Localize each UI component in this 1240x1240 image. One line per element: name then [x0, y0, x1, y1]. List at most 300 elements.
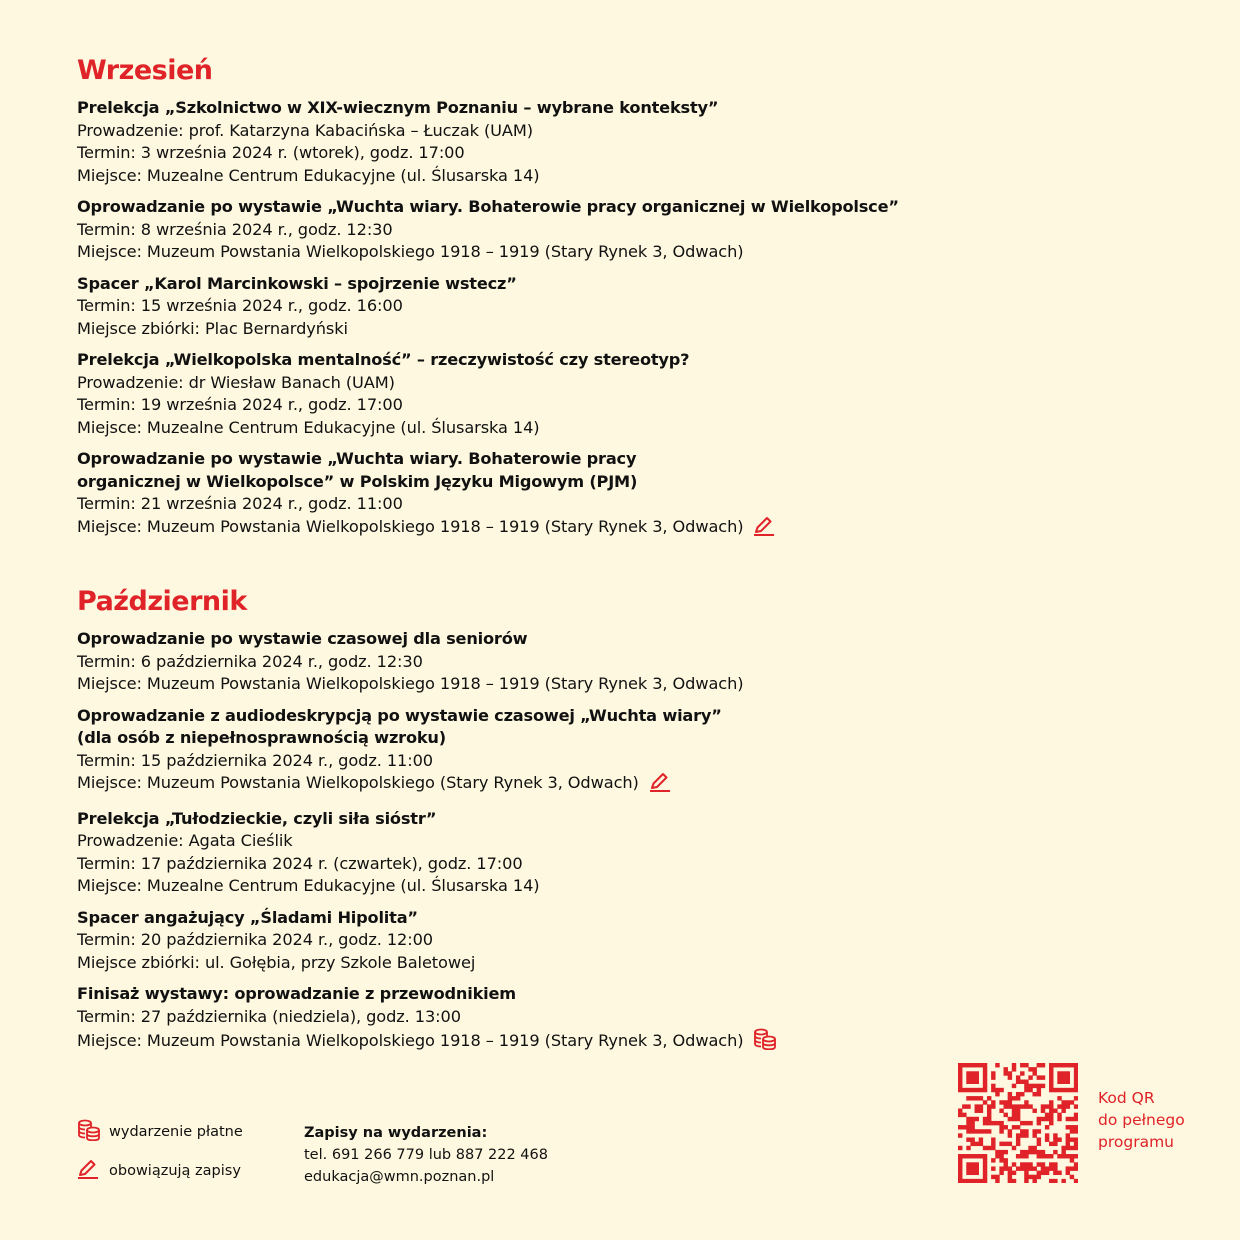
qr-module: [1049, 1109, 1053, 1113]
coins-icon: [77, 1119, 103, 1145]
qr-caption: [1098, 1087, 1185, 1153]
qr-module: [958, 1063, 962, 1067]
qr-module: [987, 1109, 991, 1113]
qr-caption-line: programu: [1098, 1133, 1174, 1151]
qr-module: [958, 1179, 962, 1183]
qr-module: [1012, 1162, 1016, 1166]
qr-module: [979, 1096, 983, 1100]
event-place: Miejsce zbiórki: ul. Gołębia, przy Szkole Baletowej: [77, 952, 476, 972]
qr-module: [1024, 1121, 1028, 1125]
qr-module: [1032, 1133, 1036, 1137]
qr-module: [966, 1071, 970, 1075]
qr-module: [1004, 1158, 1008, 1162]
legend: [77, 1120, 243, 1198]
qr-module: [1024, 1171, 1028, 1175]
qr-module: [1004, 1162, 1008, 1166]
qr-module: [1066, 1117, 1070, 1121]
event-date: Termin: 21 września 2024 r., godz. 11:00: [77, 494, 403, 513]
qr-module: [1008, 1179, 1012, 1183]
qr-module: [999, 1109, 1003, 1113]
qr-module: [1012, 1113, 1016, 1117]
qr-module: [970, 1096, 974, 1100]
event-date: Termin: 6 października 2024 r., godz. 12:30: [77, 651, 423, 671]
qr-module: [995, 1154, 999, 1158]
qr-module: [1045, 1154, 1049, 1158]
qr-module: [1016, 1133, 1020, 1137]
qr-module: [983, 1129, 987, 1133]
qr-module: [1057, 1075, 1061, 1079]
qr-module: [1032, 1071, 1036, 1075]
event-place-row: [77, 516, 1077, 543]
qr-module: [975, 1171, 979, 1175]
qr-module: [1012, 1067, 1016, 1071]
qr-module: [991, 1088, 995, 1092]
qr-module: [999, 1088, 1003, 1092]
qr-module: [1016, 1125, 1020, 1129]
qr-module: [999, 1100, 1003, 1104]
qr-module: [966, 1080, 970, 1084]
event-item: [77, 705, 1077, 799]
qr-module: [1004, 1067, 1008, 1071]
event-place: Miejsce: Muzeum Powstania Wielkopolskiego 1918 – 1919 (Stary Rynek 3, Odwach): [77, 242, 744, 261]
qr-module: [1066, 1146, 1070, 1150]
qr-module: [1049, 1100, 1053, 1104]
qr-module: [1004, 1100, 1008, 1104]
qr-module: [1008, 1092, 1012, 1096]
qr-module: [1028, 1067, 1032, 1071]
qr-module: [975, 1104, 979, 1108]
qr-module: [991, 1121, 995, 1125]
qr-module: [1066, 1088, 1070, 1092]
qr-module: [1020, 1150, 1024, 1154]
qr-module: [1028, 1166, 1032, 1170]
qr-module: [970, 1063, 974, 1067]
qr-module: [1074, 1113, 1078, 1117]
qr-module: [1012, 1179, 1016, 1183]
qr-module: [1020, 1092, 1024, 1096]
qr-module: [1049, 1154, 1053, 1158]
qr-module: [1057, 1063, 1061, 1067]
event-item: [77, 983, 1077, 1057]
qr-module: [975, 1162, 979, 1166]
event-item: [77, 273, 1077, 341]
qr-module: [1066, 1125, 1070, 1129]
qr-module: [1070, 1154, 1074, 1158]
qr-module: [1016, 1109, 1020, 1113]
event-date: Termin: 20 października 2024 r., godz. 12:00: [77, 930, 433, 949]
qr-module: [995, 1121, 999, 1125]
qr-module: [966, 1063, 970, 1067]
qr-module: [991, 1084, 995, 1088]
qr-module: [979, 1104, 983, 1108]
qr-module: [1061, 1088, 1065, 1092]
qr-module: [1004, 1104, 1008, 1108]
qr-module: [1061, 1075, 1065, 1079]
qr-module: [1020, 1063, 1024, 1067]
qr-module: [1037, 1142, 1041, 1146]
qr-module: [1016, 1104, 1020, 1108]
qr-module: [983, 1075, 987, 1079]
event-place: Miejsce: Muzeum Powstania Wielkopolskiego 1918 – 1919 (Stary Rynek 3, Odwach): [77, 674, 744, 693]
event-host: Prowadzenie: Agata Cieślik: [77, 831, 293, 850]
qr-module: [999, 1154, 1003, 1158]
event-item: [77, 448, 1077, 542]
qr-module: [1041, 1117, 1045, 1121]
qr-module: [991, 1137, 995, 1141]
qr-module: [1012, 1117, 1016, 1121]
event-title: Prelekcja „Szkolnictwo w XIX-wiecznym Poznaniu – wybrane konteksty”: [77, 98, 719, 117]
qr-module: [1020, 1104, 1024, 1108]
qr-module: [983, 1100, 987, 1104]
qr-module: [1041, 1109, 1045, 1113]
qr-module: [975, 1179, 979, 1183]
qr-module: [966, 1137, 970, 1141]
qr-module: [1074, 1154, 1078, 1158]
qr-module: [1070, 1117, 1074, 1121]
qr-module: [1070, 1166, 1074, 1170]
qr-module: [1070, 1088, 1074, 1092]
qr-module: [970, 1071, 974, 1075]
qr-module: [1053, 1171, 1057, 1175]
qr-module: [1041, 1084, 1045, 1088]
qr-module: [1070, 1146, 1074, 1150]
qr-module: [966, 1121, 970, 1125]
qr-module: [1041, 1063, 1045, 1067]
qr-module: [1057, 1171, 1061, 1175]
qr-module: [1028, 1084, 1032, 1088]
qr-module: [1045, 1104, 1049, 1108]
qr-module: [1037, 1162, 1041, 1166]
qr-module: [1004, 1125, 1008, 1129]
qr-module: [1012, 1084, 1016, 1088]
qr-module: [1024, 1175, 1028, 1179]
qr-module: [1053, 1137, 1057, 1141]
qr-module: [999, 1150, 1003, 1154]
qr-module: [999, 1129, 1003, 1133]
qr-module: [1053, 1166, 1057, 1170]
qr-module: [1066, 1137, 1070, 1141]
qr-module: [1074, 1179, 1078, 1183]
qr-module: [1037, 1154, 1041, 1158]
qr-module: [970, 1121, 974, 1125]
qr-module: [1028, 1088, 1032, 1092]
qr-module: [999, 1166, 1003, 1170]
qr-module: [1016, 1142, 1020, 1146]
qr-module: [979, 1142, 983, 1146]
event-date: Termin: 15 października 2024 r., godz. 11:00: [77, 750, 433, 770]
qr-module: [966, 1154, 970, 1158]
qr-module: [1032, 1092, 1036, 1096]
qr-module: [1024, 1129, 1028, 1133]
qr-module: [1032, 1146, 1036, 1150]
qr-module: [1032, 1084, 1036, 1088]
qr-module: [975, 1166, 979, 1170]
signup-info: [304, 1122, 548, 1188]
signup-title: Zapisy na wydarzenia:: [304, 1125, 488, 1141]
qr-module: [1053, 1179, 1057, 1183]
qr-module: [975, 1071, 979, 1075]
qr-module: [1045, 1166, 1049, 1170]
qr-module: [1061, 1150, 1065, 1154]
qr-module: [1041, 1162, 1045, 1166]
qr-module: [983, 1158, 987, 1162]
qr-caption-line: do pełnego: [1098, 1111, 1185, 1129]
qr-module: [958, 1075, 962, 1079]
qr-module: [1057, 1154, 1061, 1158]
signup-email[interactable]: edukacja@wmn.poznan.pl: [304, 1169, 495, 1185]
qr-module: [983, 1084, 987, 1088]
event-date: Termin: 17 października 2024 r. (czwartek), godz. 17:00: [77, 853, 523, 873]
qr-module: [1024, 1084, 1028, 1088]
qr-module: [966, 1075, 970, 1079]
event-date: Termin: 3 września 2024 r. (wtorek), godz. 17:00: [77, 143, 465, 162]
event-place: Miejsce: Muzeum Powstania Wielkopolskiego (Stary Rynek 3, Odwach): [77, 773, 639, 792]
qr-module: [987, 1146, 991, 1150]
qr-module: [958, 1146, 962, 1150]
qr-module: [1020, 1166, 1024, 1170]
event-title: Prelekcja „Wielkopolska mentalność” – rzeczywistość czy stereotyp?: [77, 350, 690, 369]
qr-module: [1037, 1117, 1041, 1121]
event-title-line: organicznej w Wielkopolsce” w Polskim Języku Migowym (PJM): [77, 471, 638, 491]
qr-module: [1020, 1129, 1024, 1133]
qr-module: [1024, 1166, 1028, 1170]
qr-module: [1057, 1088, 1061, 1092]
qr-module: [1008, 1142, 1012, 1146]
october-section: [77, 586, 1077, 1066]
qr-module: [1041, 1166, 1045, 1170]
qr-module: [966, 1146, 970, 1150]
qr-module: [970, 1080, 974, 1084]
qr-module: [983, 1166, 987, 1170]
qr-module: [1070, 1158, 1074, 1162]
qr-module: [1074, 1146, 1078, 1150]
qr-module: [1066, 1142, 1070, 1146]
qr-module: [983, 1121, 987, 1125]
qr-module: [1008, 1117, 1012, 1121]
qr-module: [975, 1142, 979, 1146]
qr-module: [1037, 1075, 1041, 1079]
qr-module: [1074, 1063, 1078, 1067]
qr-module: [1008, 1096, 1012, 1100]
event-date: Termin: 15 września 2024 r., godz. 16:00: [77, 296, 403, 315]
qr-module: [970, 1171, 974, 1175]
qr-module: [966, 1166, 970, 1170]
qr-module: [1024, 1104, 1028, 1108]
qr-module: [1066, 1154, 1070, 1158]
event-place: Miejsce: Muzealne Centrum Edukacyjne (ul. Ślusarska 14): [77, 876, 540, 895]
qr-module: [1032, 1067, 1036, 1071]
event-place-row: [77, 1028, 1077, 1057]
qr-module: [966, 1179, 970, 1183]
qr-module: [1066, 1100, 1070, 1104]
qr-module: [1016, 1113, 1020, 1117]
qr-module: [1041, 1150, 1045, 1154]
qr-module: [983, 1154, 987, 1158]
qr-module: [1024, 1133, 1028, 1137]
qr-module: [999, 1142, 1003, 1146]
qr-module: [1041, 1171, 1045, 1175]
qr-module: [1061, 1080, 1065, 1084]
qr-module: [958, 1113, 962, 1117]
qr-module: [1066, 1171, 1070, 1175]
event-host: Prowadzenie: prof. Katarzyna Kabacińska – Łuczak (UAM): [77, 120, 533, 140]
qr-module: [1012, 1063, 1016, 1067]
qr-module: [995, 1150, 999, 1154]
qr-module: [1074, 1137, 1078, 1141]
qr-module: [970, 1075, 974, 1079]
qr-module: [970, 1125, 974, 1129]
qr-module: [1028, 1104, 1032, 1108]
qr-module: [1049, 1080, 1053, 1084]
qr-module: [979, 1129, 983, 1133]
qr-module: [1008, 1166, 1012, 1170]
qr-module: [958, 1133, 962, 1137]
qr-module: [1061, 1146, 1065, 1150]
qr-module: [983, 1080, 987, 1084]
qr-module: [1008, 1100, 1012, 1104]
qr-module: [991, 1071, 995, 1075]
event-title: Oprowadzanie po wystawie „Wuchta wiary. Bohaterowie pracy organicznej w Wielkopolsce”: [77, 197, 899, 216]
qr-module: [1066, 1166, 1070, 1170]
qr-module: [1004, 1166, 1008, 1170]
qr-module: [962, 1125, 966, 1129]
qr-module: [1016, 1080, 1020, 1084]
event-title: Spacer angażujący „Śladami Hipolita”: [77, 907, 418, 927]
qr-module: [1016, 1092, 1020, 1096]
qr-module: [966, 1125, 970, 1129]
qr-module: [1061, 1154, 1065, 1158]
qr-module: [1028, 1162, 1032, 1166]
qr-caption-line: Kod QR: [1098, 1089, 1155, 1107]
qr-module: [970, 1142, 974, 1146]
qr-module: [958, 1080, 962, 1084]
qr-module: [991, 1158, 995, 1162]
qr-module: [1049, 1113, 1053, 1117]
qr-module: [1049, 1084, 1053, 1088]
qr-module: [1016, 1166, 1020, 1170]
qr-module: [962, 1113, 966, 1117]
legend-registration-label: obowiązują zapisy: [109, 1163, 241, 1179]
qr-module: [1016, 1154, 1020, 1158]
qr-module: [1074, 1117, 1078, 1121]
signup-phone: tel. 691 266 779 lub 887 222 468: [304, 1147, 548, 1163]
qr-module: [1049, 1121, 1053, 1125]
event-place: Miejsce: Muzealne Centrum Edukacyjne (ul. Ślusarska 14): [77, 165, 540, 185]
qr-module: [970, 1117, 974, 1121]
qr-module: [995, 1179, 999, 1183]
qr-module: [975, 1088, 979, 1092]
qr-module: [966, 1104, 970, 1108]
qr-module: [962, 1154, 966, 1158]
qr-module: [1053, 1109, 1057, 1113]
qr-module: [1024, 1100, 1028, 1104]
qr-module: [979, 1179, 983, 1183]
event-item: [77, 628, 1077, 696]
qr-module: [1070, 1129, 1074, 1133]
qr-module: [975, 1080, 979, 1084]
qr-module: [999, 1158, 1003, 1162]
qr-module: [1008, 1133, 1012, 1137]
qr-module: [1074, 1166, 1078, 1170]
qr-module: [1061, 1104, 1065, 1108]
qr-module: [1057, 1080, 1061, 1084]
qr-module: [1053, 1142, 1057, 1146]
qr-module: [958, 1067, 962, 1071]
qr-module: [1045, 1117, 1049, 1121]
qr-module: [958, 1088, 962, 1092]
qr-module: [991, 1166, 995, 1170]
qr-module: [1074, 1067, 1078, 1071]
qr-module: [1024, 1162, 1028, 1166]
september-section: [77, 55, 1077, 551]
qr-module: [1016, 1117, 1020, 1121]
qr-module: [987, 1117, 991, 1121]
qr-module: [1024, 1088, 1028, 1092]
qr-module: [1012, 1171, 1016, 1175]
qr-module: [1049, 1179, 1053, 1183]
qr-module: [1004, 1113, 1008, 1117]
qr-module: [1020, 1121, 1024, 1125]
qr-module: [1008, 1075, 1012, 1079]
qr-module: [1037, 1088, 1041, 1092]
event-title: Spacer „Karol Marcinkowski – spojrzenie wstecz”: [77, 273, 517, 293]
qr-module: [975, 1154, 979, 1158]
event-title: Oprowadzanie po wystawie czasowej dla seniorów: [77, 629, 528, 648]
qr-module: [979, 1137, 983, 1141]
qr-module: [999, 1171, 1003, 1175]
qr-module: [1074, 1080, 1078, 1084]
qr-module: [1008, 1175, 1012, 1179]
qr-module: [983, 1146, 987, 1150]
qr-module: [1016, 1075, 1020, 1079]
event-title-line: Oprowadzanie z audiodeskrypcją po wystawie czasowej „Wuchta wiary”: [77, 705, 722, 725]
qr-module: [966, 1162, 970, 1166]
qr-module: [995, 1063, 999, 1067]
qr-module: [1070, 1137, 1074, 1141]
qr-module: [1012, 1109, 1016, 1113]
qr-module: [999, 1121, 1003, 1125]
qr-module: [1045, 1171, 1049, 1175]
qr-module: [979, 1109, 983, 1113]
qr-module: [1041, 1154, 1045, 1158]
qr-module: [979, 1063, 983, 1067]
qr-module: [1061, 1063, 1065, 1067]
qr-module: [1012, 1104, 1016, 1108]
qr-module: [1074, 1075, 1078, 1079]
qr-module: [958, 1171, 962, 1175]
qr-module: [1016, 1137, 1020, 1141]
event-place: Miejsce: Muzealne Centrum Edukacyjne (ul. Ślusarska 14): [77, 417, 540, 437]
event-title-line: Oprowadzanie po wystawie „Wuchta wiary. Bohaterowie pracy: [77, 449, 637, 468]
qr-module: [1066, 1075, 1070, 1079]
event-title-line: (dla osób z niepełnosprawnością wzroku): [77, 728, 446, 747]
qr-module: [962, 1104, 966, 1108]
coins-icon: [753, 1028, 777, 1057]
qr-module: [987, 1104, 991, 1108]
qr-module: [1004, 1142, 1008, 1146]
qr-module: [958, 1162, 962, 1166]
qr-module: [958, 1071, 962, 1075]
qr-module: [995, 1092, 999, 1096]
event-place-row: [77, 772, 1077, 799]
qr-module: [1012, 1096, 1016, 1100]
qr-module: [1066, 1104, 1070, 1108]
event-date: Termin: 19 września 2024 r., godz. 17:00: [77, 395, 403, 414]
qr-module: [1037, 1150, 1041, 1154]
qr-module: [1074, 1084, 1078, 1088]
qr-module: [1032, 1129, 1036, 1133]
pencil-icon: [753, 516, 775, 543]
